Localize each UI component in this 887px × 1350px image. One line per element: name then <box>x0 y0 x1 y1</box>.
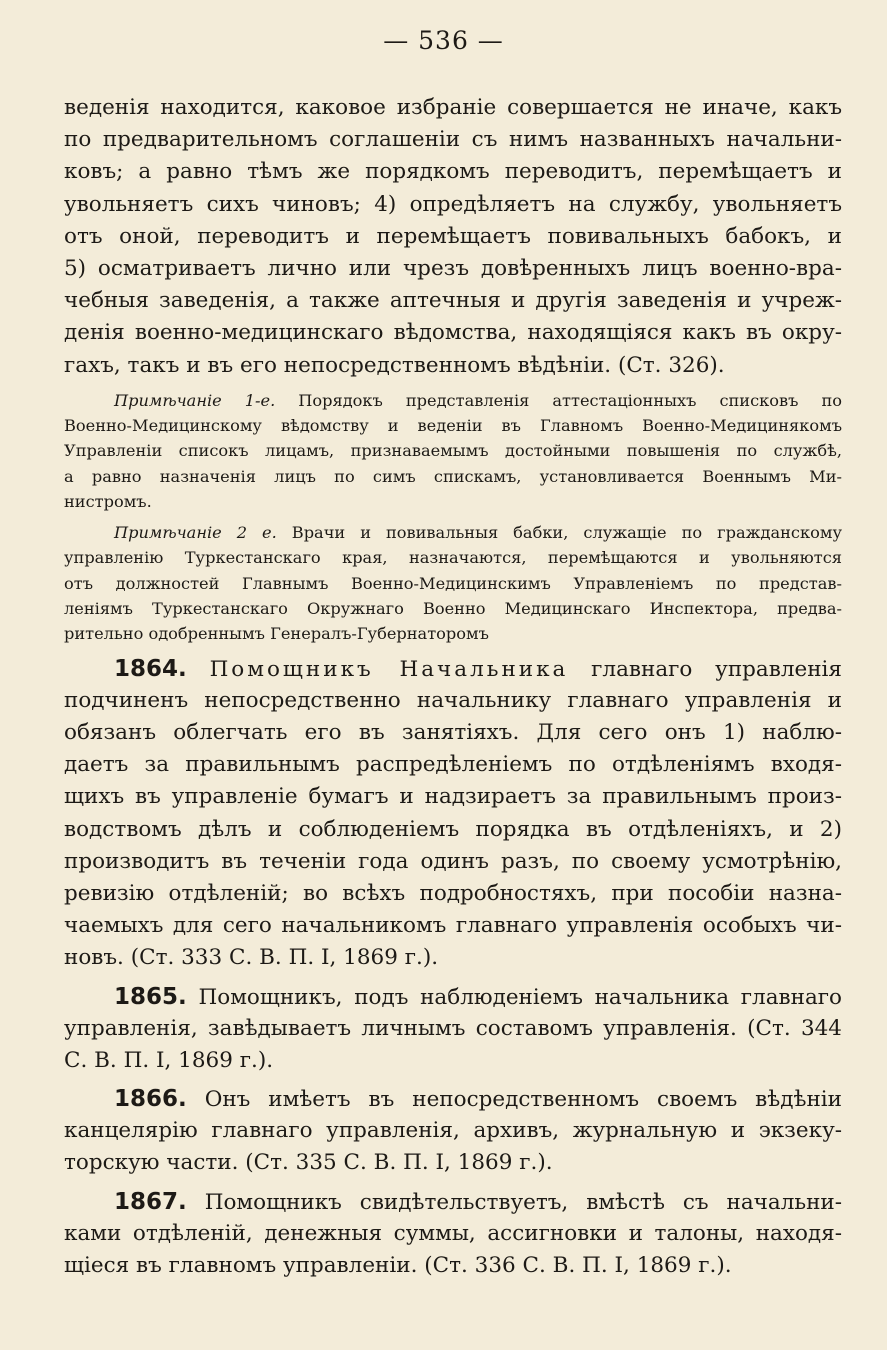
note-text: Врачи и повивальныя бабки, служащіе по гражданскому <box>291 523 842 543</box>
article-first-line <box>64 1186 842 1218</box>
page-body <box>64 92 842 1282</box>
article-number: 1866. <box>114 1086 187 1113</box>
article-number: 1865. <box>114 983 187 1010</box>
article-text: Онъ имѣетъ въ непосредственномъ своемъ вѣдѣніи <box>204 1087 842 1113</box>
text-line: 5) осматриваетъ лично или чрезъ довѣренныхъ лицъ военно-вра- <box>64 255 842 281</box>
text-line: подчиненъ непосредственно начальнику главнаго управленія и <box>64 687 842 713</box>
text-line: обязанъ облегчать его въ занятіяхъ. Для сего онъ 1) наблю- <box>64 720 842 746</box>
text-line: производитъ въ теченіи года одинъ разъ, по своему усмотрѣнію, <box>64 848 842 874</box>
note-line <box>64 388 842 413</box>
note-line: а равно назначенія лицъ по симъ спискамъ, установливается Военнымъ Ми- <box>64 466 842 486</box>
article-first-line <box>64 653 842 685</box>
text-line: торскую части. (Ст. 335 С. В. П. I, 1869 г.). <box>64 1150 553 1176</box>
text-line: чаемыхъ для сего начальникомъ главнаго управленія особыхъ чи- <box>64 913 842 939</box>
text-line: водствомъ дѣлъ и соблюденіемъ порядка въ отдѣленіяхъ, и 2) <box>64 816 842 842</box>
intro-paragraph <box>64 92 842 382</box>
note-title: Примѣчаніе 2 е. <box>114 523 277 543</box>
article-text: Помощникъ свидѣтельствуетъ, вмѣстѣ съ начальни- <box>204 1189 842 1215</box>
text-line: веденія находится, каковое избраніе совершается не иначе, какъ <box>64 95 842 120</box>
note-line: Управленіи списокъ лицамъ, признаваемымъ достойными повышенія по службѣ, <box>64 441 842 461</box>
text-line: ковъ; а равно тѣмъ же порядкомъ переводитъ, перемѣщаетъ и <box>64 159 842 185</box>
text-line: отъ оной, переводитъ и перемѣщаетъ повивальныхъ бабокъ, и <box>64 223 842 249</box>
note-line: Военно-Медицинскому вѣдомству и веденіи въ Главномъ Военно-Медицинякомъ <box>64 415 842 435</box>
note-line: управленію Туркестанскаго края, назначаются, перемѣщаются и увольняются <box>64 548 842 568</box>
note-text: Порядокъ представленія аттестаціонныхъ списковъ по <box>298 390 842 410</box>
text-line: канцелярію главнаго управленія, архивъ, журнальную и экзеку- <box>64 1118 842 1144</box>
text-line: ревизію отдѣленій; во всѣхъ подробностяхъ, при пособіи назна- <box>64 880 842 906</box>
text-line: по предварительномъ соглашеніи съ нимъ названныхъ начальни- <box>64 127 842 153</box>
note-1 <box>64 388 842 514</box>
article-number: 1867. <box>114 1188 187 1215</box>
text-line: щіеся въ главномъ управленіи. (Ст. 336 С. В. П. I, 1869 г.). <box>64 1253 732 1279</box>
text-line: С. В. П. I, 1869 г.). <box>64 1047 274 1073</box>
article-number: 1864. <box>114 655 187 682</box>
note-line: нистромъ. <box>64 491 152 511</box>
text-line: увольняетъ сихъ чиновъ; 4) опредѣляетъ на службу, увольняетъ <box>64 191 842 217</box>
article-heading-spaced: Помощникъ Начальника <box>209 656 569 682</box>
text-line: новъ. (Ст. 333 С. В. П. I, 1869 г.). <box>64 945 439 971</box>
article-1865 <box>64 981 842 1078</box>
page-number: — 536 — <box>383 26 504 55</box>
text-line: денія военно-медицинскаго вѣдомства, находящіяся какъ въ окру- <box>64 320 842 346</box>
article-1867 <box>64 1186 842 1283</box>
article-1864 <box>64 653 842 975</box>
article-first-line <box>64 981 842 1013</box>
note-line: рительно одобреннымъ Генералъ-Губернаторомъ <box>64 624 489 644</box>
note-line: отъ должностей Главнымъ Военно-Медицинскимъ Управленіемъ по представ- <box>64 573 842 593</box>
article-1866 <box>64 1083 842 1180</box>
text-line: чебныя заведенія, а также аптечныя и другія заведенія и учреж- <box>64 288 842 314</box>
article-text: главнаго управленія <box>591 656 842 682</box>
text-line: щихъ въ управленіе бумагъ и надзираетъ за правильнымъ произ- <box>64 784 842 810</box>
text-line: даетъ за правильнымъ распредѣленіемъ по отдѣленіямъ входя- <box>64 752 842 778</box>
note-title: Примѣчаніе 1-е. <box>114 390 276 410</box>
note-line <box>64 520 842 545</box>
article-text: Помощникъ, подъ наблюденіемъ начальника главнаго <box>198 984 842 1010</box>
note-line: леніямъ Туркестанскаго Окружнаго Военно Медицинскаго Инспектора, предва- <box>64 599 842 619</box>
text-line: гахъ, такъ и въ его непосредственномъ вѣдѣніи. (Ст. 326). <box>64 352 725 378</box>
text-line: управленія, завѣдываетъ личнымъ составомъ управленія. (Ст. 344 <box>64 1015 842 1041</box>
article-first-line <box>64 1083 842 1115</box>
text-line: ками отдѣленій, денежныя суммы, ассигновки и талоны, находя- <box>64 1220 842 1246</box>
note-2 <box>64 520 842 646</box>
